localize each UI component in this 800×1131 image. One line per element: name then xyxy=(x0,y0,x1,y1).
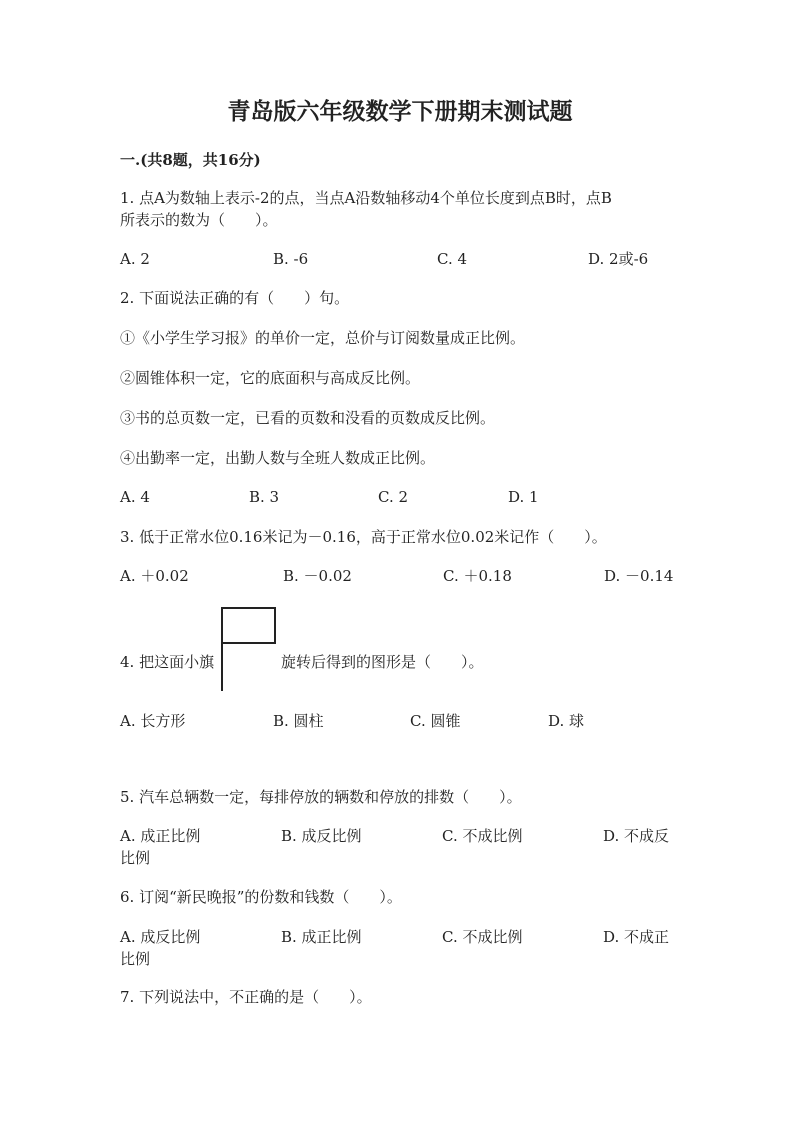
question-7-stem: 7. 下列说法中，不正确的是（ ）。 xyxy=(120,988,372,1006)
question-3-option-c: C. ＋0.18 xyxy=(443,567,512,585)
section-heading: 一.(共8题，共16分) xyxy=(120,151,261,169)
question-3-option-a: A. ＋0.02 xyxy=(120,567,189,585)
question-2-option-c: C. 2 xyxy=(378,488,409,506)
question-1-line-1: 1. 点A为数轴上表示-2的点，当点A沿数轴移动4个单位长度到点B时，点B xyxy=(120,189,612,207)
question-2-option-b: B. 3 xyxy=(249,488,280,506)
question-1-line-2: 所表示的数为（ ）。 xyxy=(120,211,278,229)
question-5-option-a: A. 成正比例 xyxy=(120,827,201,845)
question-1-option-b: B. -6 xyxy=(273,250,309,268)
question-3-option-d: D. －0.14 xyxy=(604,567,674,585)
question-1-option-d: D. 2或-6 xyxy=(588,250,649,268)
question-4-option-c: C. 圆锥 xyxy=(410,712,461,730)
question-2-option-a: A. 4 xyxy=(120,488,150,506)
question-6-stem: 6. 订阅“新民晚报”的份数和钱数（ ）。 xyxy=(120,888,402,906)
question-2-stem: 2. 下面说法正确的有（ ）句。 xyxy=(120,289,350,307)
question-4-stem-before: 4. 把这面小旗 xyxy=(120,653,215,671)
question-5-stem: 5. 汽车总辆数一定，每排停放的辆数和停放的排数（ ）。 xyxy=(120,788,522,806)
question-2-option-d: D. 1 xyxy=(508,488,539,506)
flag-cloth xyxy=(223,607,276,644)
question-5-option-d: D. 不成反 xyxy=(603,827,670,845)
question-6-option-d: D. 不成正 xyxy=(603,928,670,946)
question-3-stem: 3. 低于正常水位0.16米记为－0.16，高于正常水位0.02米记作（ ）。 xyxy=(120,528,607,546)
question-5-option-b: B. 成反比例 xyxy=(281,827,362,845)
page-title: 青岛版六年级数学下册期末测试题 xyxy=(227,98,573,125)
question-2-statement-2: ②圆锥体积一定，它的底面积与高成反比例。 xyxy=(120,369,421,387)
question-4-option-b: B. 圆柱 xyxy=(273,712,324,730)
question-4-stem-after: 旋转后得到的图形是（ ）。 xyxy=(281,653,484,671)
question-1-option-c: C. 4 xyxy=(437,250,468,268)
question-6-option-b: B. 成正比例 xyxy=(281,928,362,946)
question-6-option-c: C. 不成比例 xyxy=(442,928,523,946)
question-6-option-a: A. 成反比例 xyxy=(120,928,201,946)
question-6-option-d-wrap: 比例 xyxy=(120,950,151,968)
question-5-option-c: C. 不成比例 xyxy=(442,827,523,845)
question-2-statement-1: ①《小学生学习报》的单价一定，总价与订阅数量成正比例。 xyxy=(120,329,526,347)
question-4-option-d: D. 球 xyxy=(548,712,585,730)
question-1-option-a: A. 2 xyxy=(120,250,150,268)
question-3-option-b: B. －0.02 xyxy=(283,567,352,585)
question-4-option-a: A. 长方形 xyxy=(120,712,186,730)
question-2-statement-3: ③书的总页数一定，已看的页数和没看的页数成反比例。 xyxy=(120,409,496,427)
question-2-statement-4: ④出勤率一定，出勤人数与全班人数成正比例。 xyxy=(120,449,436,467)
question-5-option-d-wrap: 比例 xyxy=(120,849,151,867)
